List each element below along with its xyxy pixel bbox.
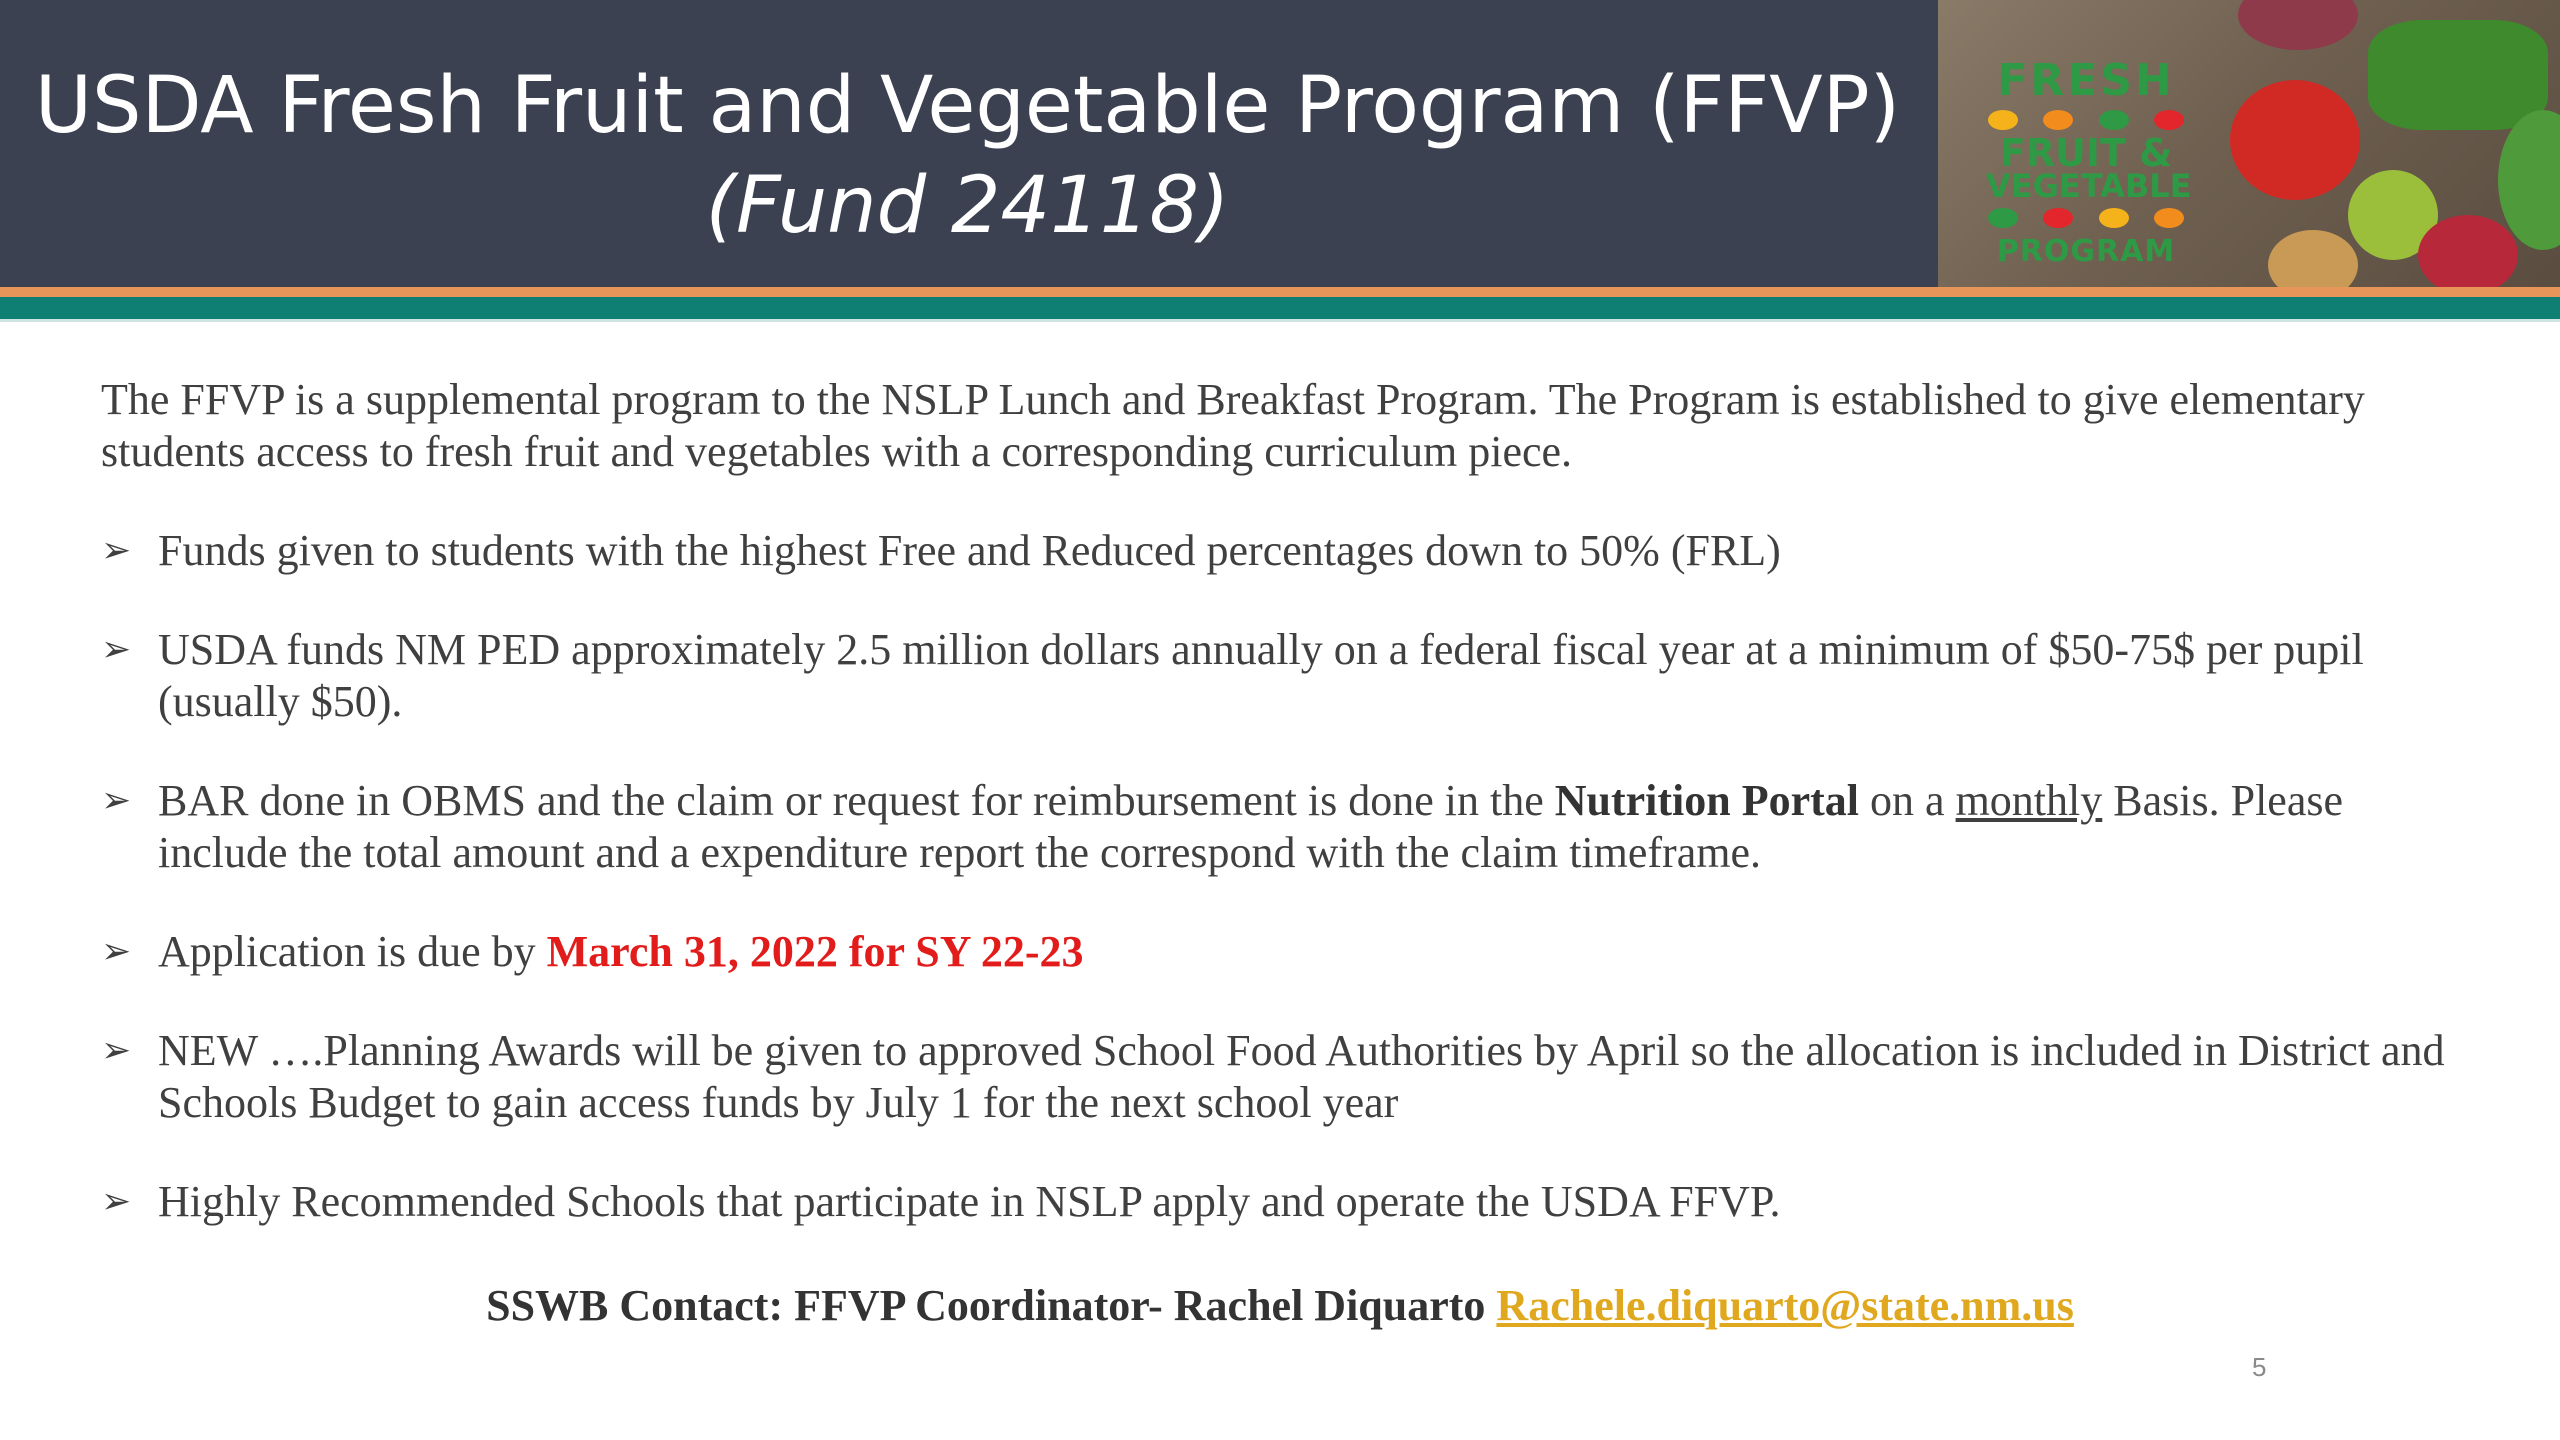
bullet-text: USDA funds NM PED approximately 2.5 million dollars annually on a federal fiscal year at a minimum of $50-75$ per pupil (usually $50).	[158, 625, 2364, 726]
logo-dot	[1988, 208, 2018, 228]
contact-label: SSWB Contact: FFVP Coordinator- Rachel Diquarto	[486, 1281, 1486, 1330]
bullet-planning-awards	[101, 1025, 2481, 1129]
onion-decoration	[2268, 230, 2358, 287]
arrow-bullet-icon: ➢	[101, 629, 132, 670]
logo-dots-bottom	[1988, 208, 2184, 228]
bullet-funds-frl	[101, 525, 2481, 577]
contact-line	[0, 1280, 2560, 1332]
logo-vegetable: VEGETABLE	[1986, 167, 2192, 205]
bullet-usda-funds	[101, 624, 2481, 728]
arrow-bullet-icon: ➢	[101, 1030, 132, 1071]
contact-email-link[interactable]: Rachele.diquarto@state.nm.us	[1496, 1281, 2074, 1330]
logo-dot	[2099, 208, 2129, 228]
bullet-text: NEW ….Planning Awards will be given to approved School Food Authorities by April so the allocation is included in District and Schools Budget to gain access funds by July 1 for the next school year	[158, 1026, 2445, 1127]
logo-dot	[1988, 110, 2018, 130]
arrow-bullet-icon: ➢	[101, 530, 132, 571]
ffvp-logo-image	[1938, 0, 2560, 287]
title-line-1: USDA Fresh Fruit and Vegetable Program (FFVP)	[34, 61, 1901, 151]
accent-stripe-teal	[0, 297, 2560, 319]
logo-fresh: FRESH	[1997, 55, 2175, 106]
lettuce-decoration	[2498, 110, 2560, 250]
green-beans-decoration	[2368, 20, 2548, 130]
bullet-text: BAR done in OBMS and the claim or request for reimbursement is done in the	[158, 776, 1555, 825]
logo-dot	[2043, 208, 2073, 228]
slide-title	[0, 56, 1935, 256]
tomatoes-decoration	[2230, 80, 2360, 200]
logo-dot	[2154, 110, 2184, 130]
logo-dot	[2043, 110, 2073, 130]
bullet-text: Basis. Please include the total amount and a expenditure report the correspond with the claim timeframe.	[158, 776, 2344, 877]
ffvp-logo-text	[1986, 55, 2192, 270]
arrow-bullet-icon: ➢	[101, 780, 132, 821]
arrow-bullet-icon: ➢	[101, 931, 132, 972]
logo-dot	[2099, 110, 2129, 130]
bullet-text: Funds given to students with the highest Free and Reduced percentages down to 50% (FRL)	[158, 526, 1781, 575]
bullet-recommended	[101, 1176, 2481, 1228]
title-line-2: (Fund 24118)	[705, 161, 1230, 251]
red-potatoes-decoration	[2238, 0, 2358, 50]
bullet-text: on a	[1859, 776, 1956, 825]
accent-stripe-orange	[0, 287, 2560, 297]
intro-paragraph: The FFVP is a supplemental program to the NSLP Lunch and Breakfast Program. The Program is established to give elementary students access to fresh fruit and vegetables with a corresponding curriculum piece.	[101, 375, 2365, 476]
logo-program: PROGRAM	[1996, 234, 2176, 269]
accent-stripe-light	[0, 319, 2560, 322]
apple-red-decoration	[2418, 215, 2518, 287]
nutrition-portal-text: Nutrition Portal	[1554, 776, 1860, 825]
due-date-text: March 31, 2022 for SY 22-23	[546, 927, 1084, 976]
logo-dots-top	[1988, 110, 2184, 130]
monthly-text: monthly	[1955, 776, 2103, 825]
bullet-text: Application is due by	[158, 927, 547, 976]
bullet-bar-obms	[101, 775, 2481, 879]
slide-body	[101, 374, 2481, 1275]
bullet-text: Highly Recommended Schools that participate in NSLP apply and operate the USDA FFVP.	[158, 1177, 1781, 1226]
bullet-application-due	[101, 926, 2481, 978]
logo-fruit: FRUIT &	[1999, 131, 2173, 175]
logo-dot	[2154, 208, 2184, 228]
arrow-bullet-icon: ➢	[101, 1181, 132, 1222]
page-number: 5	[2252, 1352, 2267, 1382]
